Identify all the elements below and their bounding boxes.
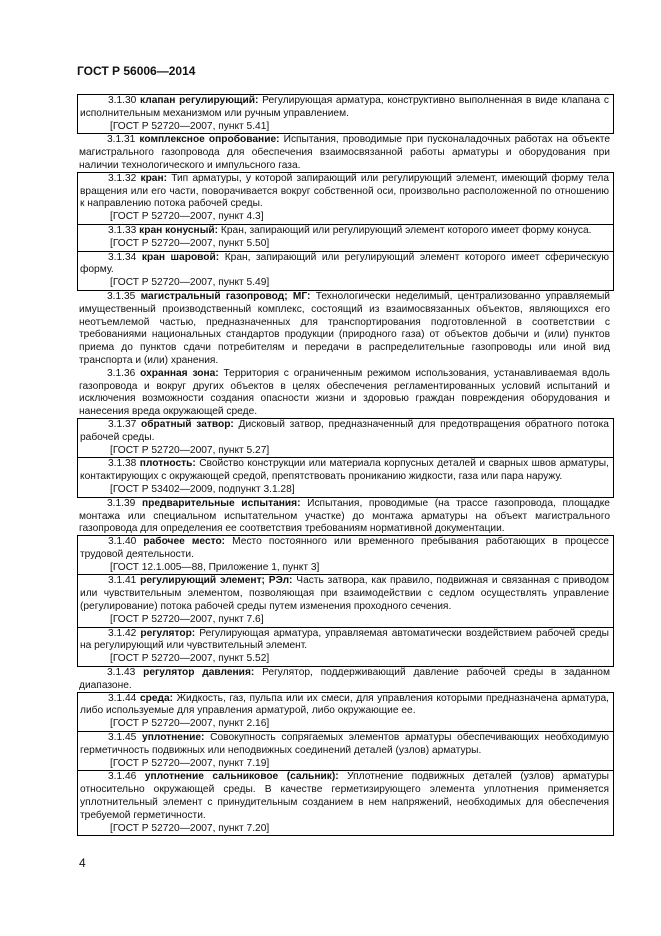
term-name: рабочее место: — [143, 536, 226, 548]
term-reference: [ГОСТ 12.1.005—88, Приложение 1, пункт 3] — [110, 561, 320, 573]
term-number: 3.1.38 — [108, 458, 137, 470]
term-reference: [ГОСТ Р 52720—2007, пункт 5.49] — [110, 277, 270, 289]
term-entry — [77, 251, 614, 291]
term-definition — [80, 458, 609, 484]
term-name: регулятор: — [140, 627, 196, 639]
term-definition — [79, 134, 610, 172]
term-entry — [77, 692, 614, 732]
term-entry — [77, 770, 614, 836]
term-entry — [77, 134, 614, 172]
page-number: 4 — [79, 856, 86, 870]
term-name: уплотнение сальниковое (сальник): — [144, 771, 339, 783]
term-entry — [77, 94, 614, 134]
document-header: ГОСТ Р 56006—2014 — [77, 64, 196, 78]
term-definition — [80, 536, 609, 562]
term-text: Часть затвора, как правило, подвижная и связанная с приводом или чувствительным элементом, позволяющая при взаимодействии с седлом осуществлять управление (регулирование) потока рабочей среды путем изменения проходного сечения. — [80, 575, 610, 613]
term-text: Технологически неделимый, централизованно управляемый имущественный производственный комплекс, состоящий из взаимосвязанных объектов, являющихся его неотъемлемой частью, предназначенных для транспортирования подготовленной в соответствии с требованиями национальных стандартов продукции (природного газа) от объектов добычи и (или) пунктов приема до пунктов сдачи потребителям и передачи в распределительные газопроводы или иной вид транспорта и (или) хранения. — [79, 290, 610, 366]
term-reference: [ГОСТ Р 52720—2007, пункт 5.50] — [110, 237, 270, 249]
term-name: охранная зона: — [140, 367, 219, 379]
term-entry — [77, 172, 614, 225]
term-definition — [80, 225, 609, 238]
term-reference: [ГОСТ Р 52720—2007, пункт 4.3] — [110, 211, 264, 223]
term-definition — [79, 291, 610, 368]
term-reference: [ГОСТ Р 52720—2007, пункт 7.20] — [110, 822, 270, 834]
term-definition — [79, 667, 610, 693]
term-definition — [79, 498, 610, 536]
term-number: 3.1.40 — [108, 536, 137, 548]
term-number: 3.1.39 — [107, 497, 136, 509]
term-name: кран шаровой: — [141, 251, 220, 263]
term-definition — [80, 693, 609, 719]
term-entry — [77, 368, 614, 419]
term-entry — [77, 574, 614, 627]
term-reference: [ГОСТ Р 52720—2007, пункт 5.27] — [110, 444, 270, 456]
term-name: предварительные испытания: — [141, 497, 301, 509]
term-number: 3.1.43 — [107, 667, 136, 679]
term-name: регулятор давления: — [143, 667, 255, 679]
term-name: кран: — [140, 172, 168, 184]
term-entry — [77, 418, 614, 458]
term-text: Место постоянного или временного пребывания работающих в процессе трудовой деятельности. — [80, 536, 609, 560]
term-entry — [77, 731, 614, 771]
term-number: 3.1.35 — [107, 290, 136, 302]
term-name: комплексное опробование: — [139, 134, 280, 146]
term-number: 3.1.46 — [108, 771, 137, 783]
term-name: регулирующий элемент; РЭл: — [140, 575, 293, 587]
term-name: магистральный газопровод; МГ: — [140, 290, 311, 302]
term-entry — [77, 224, 614, 252]
term-entry — [77, 498, 614, 536]
term-definition — [80, 419, 609, 445]
term-definition — [79, 368, 610, 419]
term-number: 3.1.42 — [108, 627, 137, 639]
term-name: среда: — [139, 692, 174, 704]
term-number: 3.1.33 — [108, 224, 137, 236]
term-number: 3.1.41 — [108, 575, 137, 587]
term-name: плотность: — [139, 458, 196, 470]
term-definition — [80, 732, 609, 758]
term-number: 3.1.32 — [108, 172, 137, 184]
term-text: Регулирующая арматура, конструктивно выполненная в виде клапана с исполнительным механизмом или ручным управлением. — [80, 95, 609, 119]
term-reference: [ГОСТ Р 52720—2007, пункт 5.41] — [110, 120, 270, 132]
term-text: Тип арматуры, у которой запирающий или регулирующий элемент, имеющий форму тела вращения или его части, поворачивается вокруг собственной оси, произвольно расположенной по отношению к направлению потока рабочей среды. — [80, 172, 609, 210]
term-entry — [77, 667, 614, 693]
term-number: 3.1.44 — [108, 692, 137, 704]
term-definition — [80, 628, 609, 654]
terms-list — [77, 95, 614, 836]
term-text: Испытания, проводимые при пусконаладочных работах на объекте магистрального газопровода для обеспечения взаимосвязанной работы арматуры и оборудования при наличии технологического и импульсного газа. — [79, 134, 610, 171]
term-text: Регулятор, поддерживающий давление рабочей среды в заданном диапазоне. — [79, 667, 610, 691]
term-reference: [ГОСТ Р 52720—2007, пункт 7.6] — [110, 613, 264, 625]
term-reference: [ГОСТ Р 52720—2007, пункт 2.16] — [110, 718, 270, 730]
term-name: кран конусный: — [139, 224, 219, 236]
term-number: 3.1.31 — [107, 134, 136, 146]
term-number: 3.1.37 — [108, 418, 137, 430]
term-reference: [ГОСТ Р 52720—2007, пункт 7.19] — [110, 757, 270, 769]
term-entry — [77, 627, 614, 667]
term-name: обратный затвор: — [141, 418, 234, 430]
term-reference: [ГОСТ Р 53402—2009, подпункт 3.1.28] — [110, 483, 295, 495]
term-definition — [80, 771, 609, 822]
term-text: Совокупность сопрягаемых элементов арматуры обеспечивающих необходимую герметичность подвижных или неподвижных соединений деталей (узлов) арматуры. — [80, 732, 609, 756]
term-definition — [80, 95, 609, 121]
term-number: 3.1.45 — [108, 732, 137, 744]
term-reference: [ГОСТ Р 52720—2007, пункт 5.52] — [110, 653, 270, 665]
term-definition — [80, 252, 609, 278]
term-number: 3.1.30 — [108, 95, 137, 106]
term-number: 3.1.34 — [108, 251, 137, 263]
term-text: Регулирующая арматура, управляемая автоматически воздействием рабочей среды на регулирующий или чувствительный элемент. — [80, 627, 609, 652]
term-name: уплотнение: — [142, 732, 205, 744]
term-entry — [77, 457, 614, 497]
term-entry — [77, 535, 614, 575]
term-text: Испытания, проводимые (на трассе газопровода, площадке монтажа или специальном испытательном участке) до монтажа арматуры на объект магистрального газопровода для определения ее соответствия требованиям нормативной документации. — [79, 497, 610, 535]
term-text: Территория с ограниченным режимом использования, устанавливаемая вдоль газопровода и вокруг других объектов в целях обеспечения регламентированных условий испытаний и исключения возможности создания опасности жизни и здоровью граждан повреждения оборудования и нанесения вреда окружающей среде. — [79, 367, 610, 418]
term-text: Кран, запирающий или регулирующий элемент которого имеет форму конуса. — [220, 224, 592, 236]
term-text: Дисковый затвор, предназначенный для предотвращения обратного потока рабочей среды. — [80, 418, 609, 443]
term-text: Уплотнение подвижных деталей (узлов) арматуры относительно окружающей среды. В качестве герметизирующего элемента уплотнения применяется уплотнительный элемент с принудительным созданием в нем напряжений, необходимых для обеспечения требуемой герметичности. — [80, 771, 609, 821]
term-number: 3.1.36 — [107, 367, 136, 379]
term-text: Свойство конструкции или материала корпусных деталей и сварных швов арматуры, контактирующих с окружающей средой, препятствовать прониканию жидкости, газа или пара наружу. — [80, 458, 609, 483]
term-definition — [80, 575, 609, 613]
term-text: Жидкость, газ, пульпа или их смеси, для управления которыми предназначена арматура, либо используемые для управления арматурой, либо окружающие ее. — [80, 692, 609, 717]
term-definition — [80, 173, 609, 211]
term-text: Кран, запирающий или регулирующий элемент которого имеет сферическую форму. — [80, 251, 609, 276]
term-entry — [77, 291, 614, 368]
term-name: клапан регулирующий: — [140, 95, 259, 106]
